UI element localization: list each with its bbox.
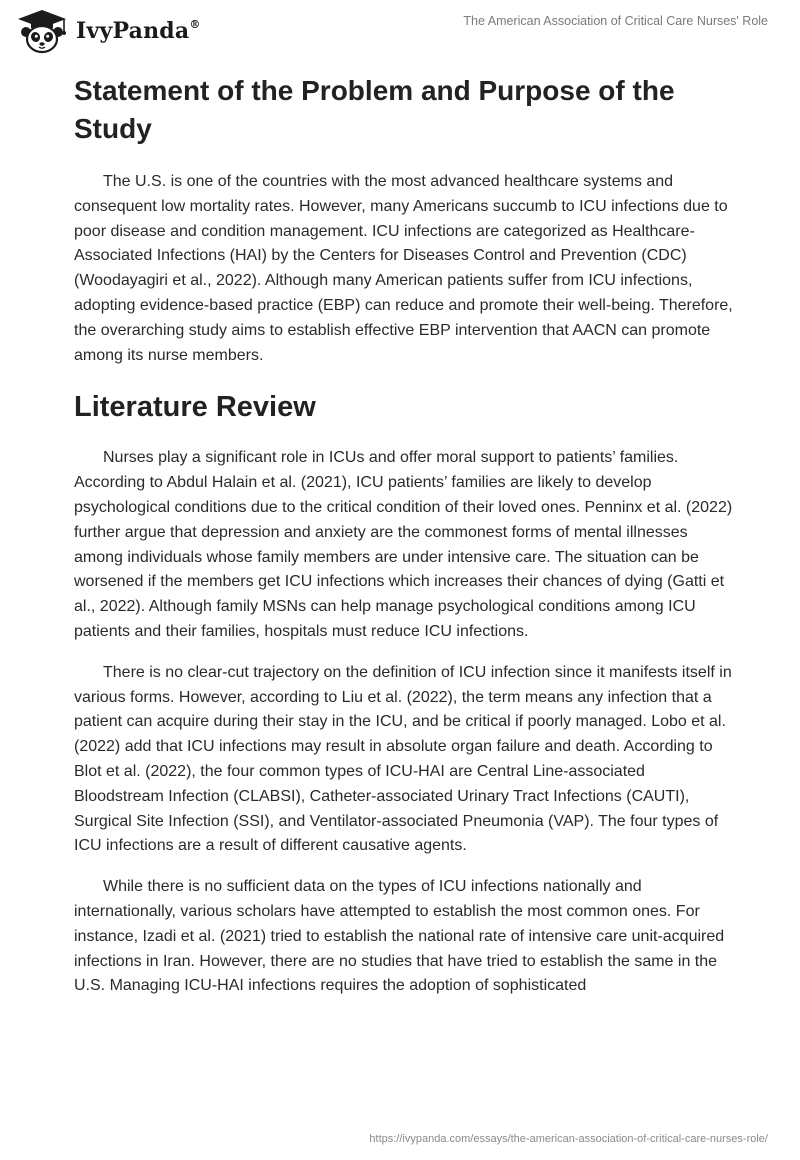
ivypanda-logo[interactable] <box>14 8 201 54</box>
page-header <box>0 0 800 62</box>
paragraph: There is no clear-cut trajectory on the definition of ICU infection since it manifests itself in various forms. However, according to Liu et al. (2022), the term means any infection that a patient can acquire during their stay in the ICU, and be critical if poorly managed. Lobo et al. (2022) add that ICU infections may result in absolute organ failure and death. According to Blot et al. (2022), the four common types of ICU-HAI are Central Line-associated Bloodstream Infection (CLABSI), Catheter-associated Urinary Tract Infections (CAUTI), Surgical Site Infection (SSI), and Ventilator-associated Pneumonia (VAP). The four types of ICU infections are a result of different causative agents. <box>74 663 732 855</box>
paragraph: The U.S. is one of the countries with the most advanced healthcare systems and consequent low mortality rates. However, many Americans succumb to ICU infections due to poor disease and condition management. ICU infections are categorized as Healthcare-Associated Infections (HAI) by the Centers for Diseases Control and Prevention (CDC) (Woodayagiri et al., 2022). Although many American patients suffer from ICU infections, adopting evidence-based practice (EBP) can reduce and promote their well-being. Therefore, the overarching study aims to establish effective EBP intervention that AACN can promote among its nurse members. <box>74 173 733 364</box>
section-heading-problem-statement: Statement of the Problem and Purpose of the Study <box>74 75 675 144</box>
paragraph: While there is no sufficient data on the types of ICU infections nationally and internationally, various scholars have attempted to establish the most common ones. For instance, Izadi et al. (2021) tried to establish the national rate of intensive care unit-acquired infections in Iran. However, there are no studies that have tried to establish the same in the U.S. Managing ICU-HAI infections requires the adoption of sophisticated <box>74 878 725 995</box>
source-url[interactable]: https://ivypanda.com/essays/the-american-association-of-critical-care-nurses-role/ <box>369 1133 768 1145</box>
panda-graduation-cap-icon <box>14 8 70 54</box>
document-title: The American Association of Critical Care Nurses' Role <box>463 14 768 28</box>
section-heading-literature-review: Literature Review <box>74 391 316 424</box>
brand-name: IvyPanda® <box>76 17 201 44</box>
paragraph: Nurses play a significant role in ICUs and offer moral support to patients’ families. According to Abdul Halain et al. (2021), ICU patients’ families are likely to develop psychological conditions due to the critical condition of their loved ones. Penninx et al. (2022) further argue that depression and anxiety are the commonest forms of mental illnesses among individuals whose family members are under intensive care. The situation can be worsened if the members get ICU infections which increases their chances of dying (Gatti et al., 2022). Although family MSNs can help manage psychological conditions among ICU patients and their families, hospitals must reduce ICU infections. <box>74 449 733 640</box>
essay-content <box>74 72 734 1015</box>
